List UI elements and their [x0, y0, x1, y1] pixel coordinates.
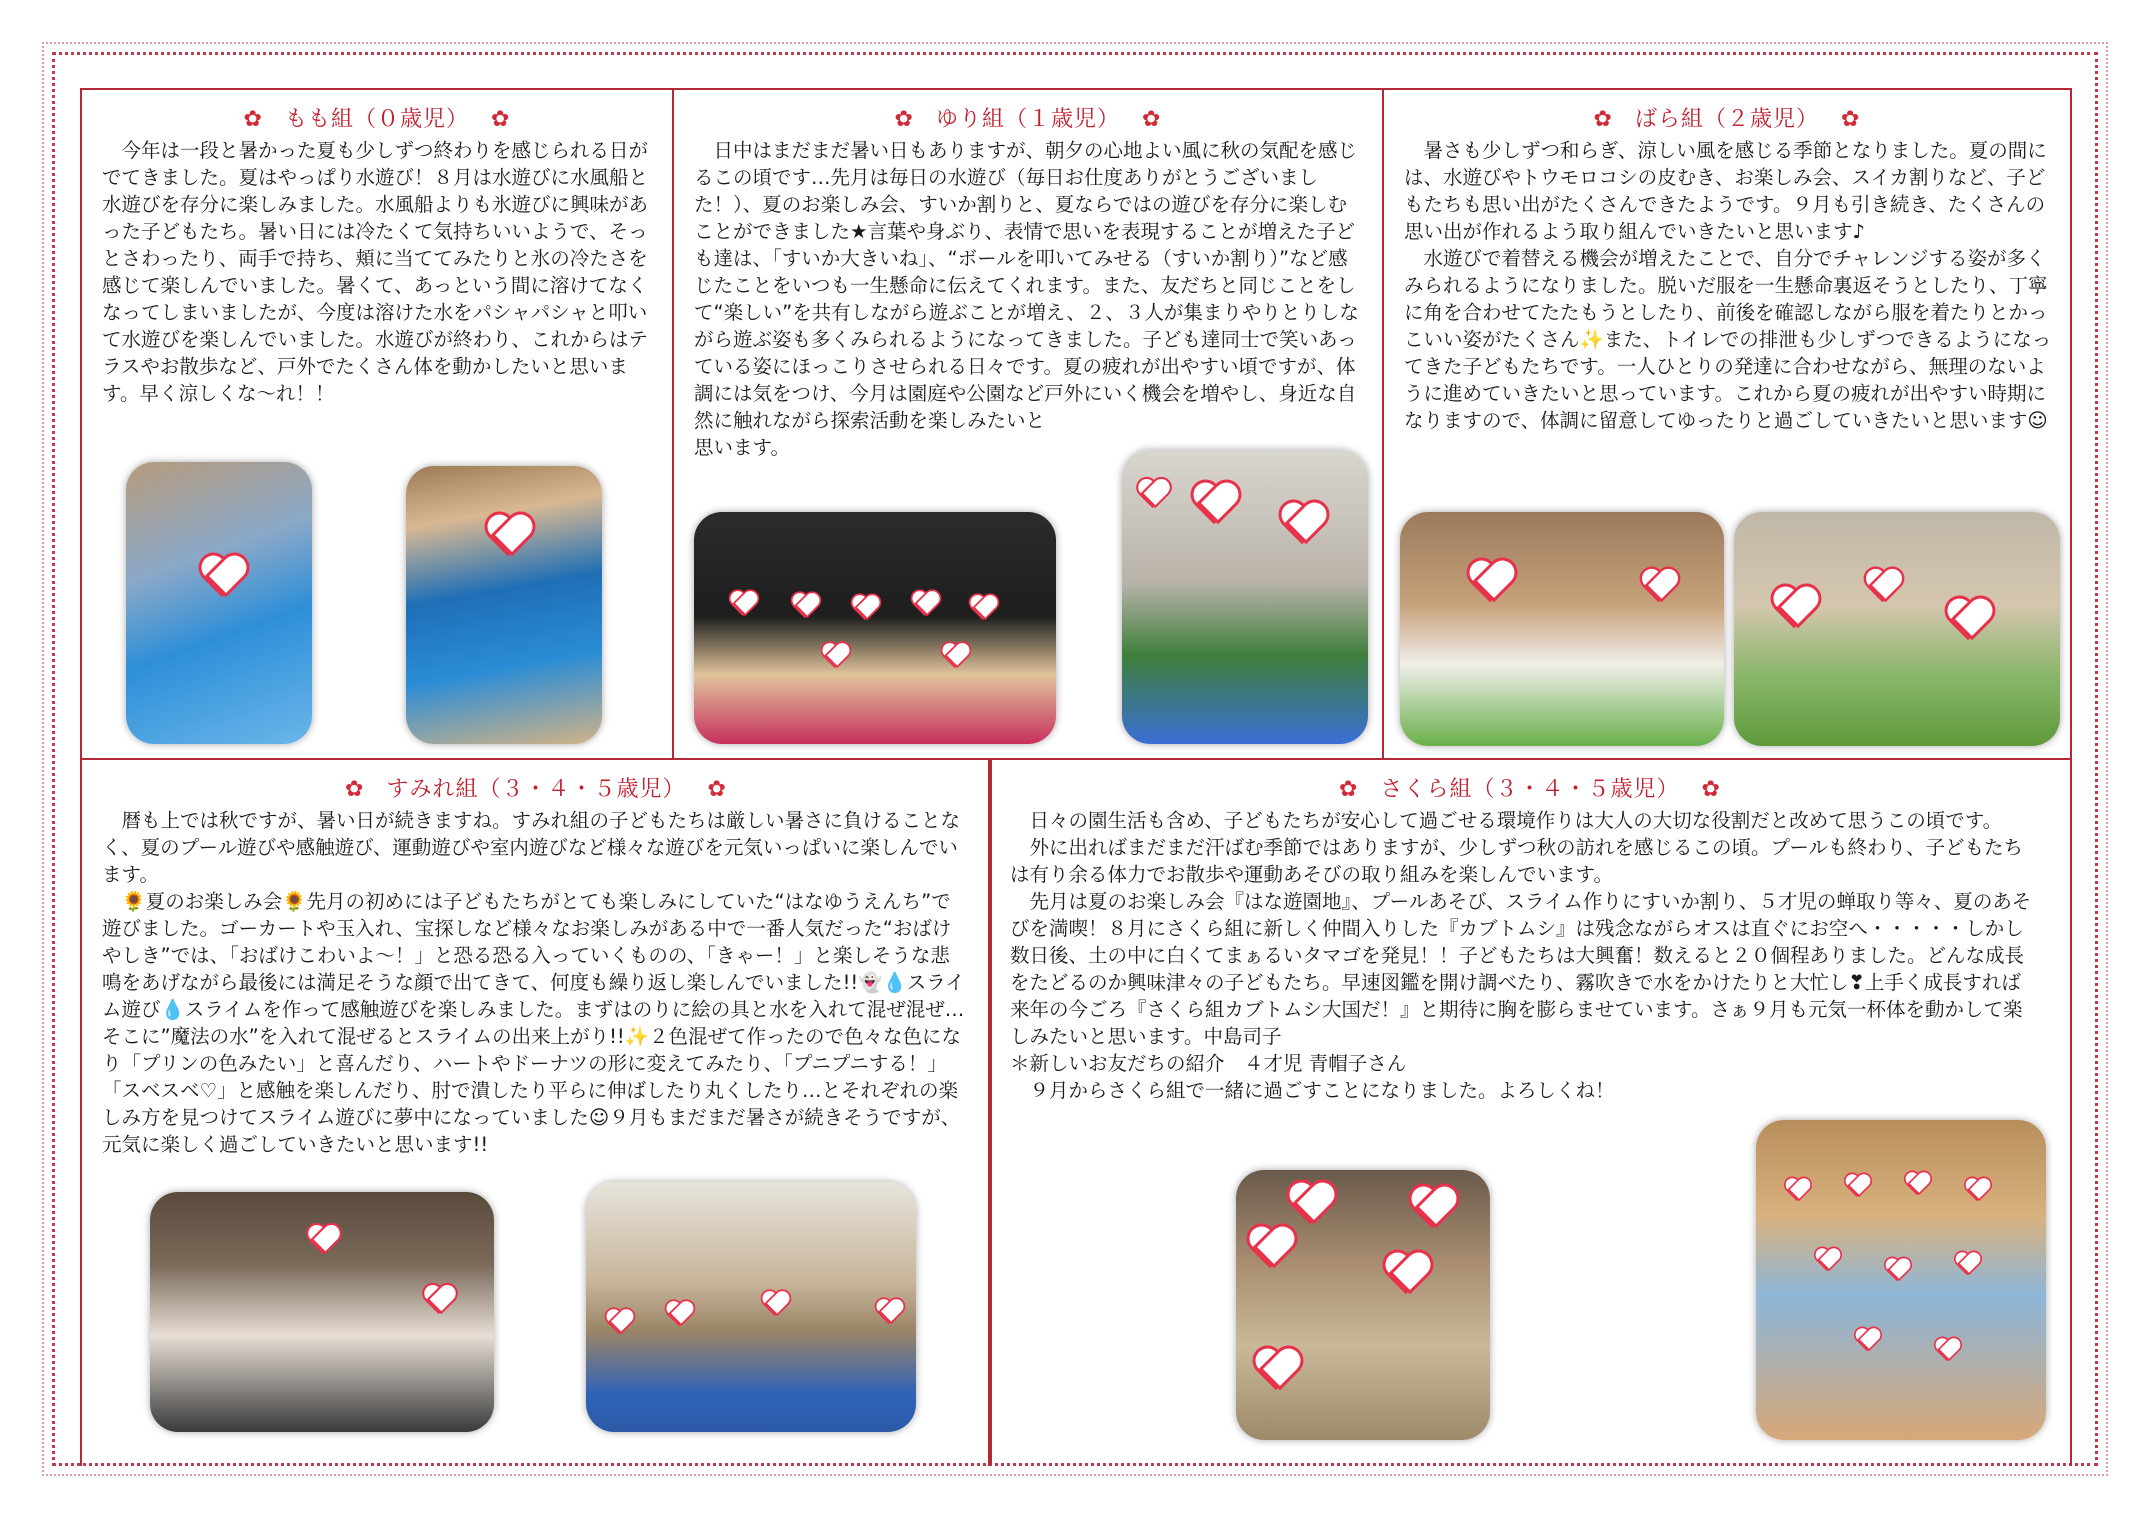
section-title: [990, 772, 2070, 803]
heart-icon: [667, 1302, 693, 1326]
section-momo: [80, 88, 674, 760]
heart-icon: [1386, 1254, 1430, 1294]
heart-icon: [1290, 1184, 1334, 1224]
heart-icon: [1906, 1173, 1930, 1195]
heart-icon: [1139, 480, 1170, 508]
heart-icon: [1412, 1188, 1456, 1228]
flower-icon: ✿: [1339, 777, 1359, 802]
photo-pool-1: [126, 462, 312, 744]
heart-icon: [1948, 600, 1992, 640]
heart-icon: [763, 1292, 789, 1316]
heart-icon: [823, 644, 849, 668]
heart-icon: [877, 1300, 903, 1324]
heart-icon: [1250, 1228, 1294, 1268]
photo-corn-husking: [1734, 512, 2060, 746]
heart-icon: [913, 592, 939, 616]
section-title: [674, 102, 1382, 133]
heart-icon: [1470, 562, 1514, 602]
flower-icon: ✿: [1701, 777, 1721, 802]
heart-icon: [1886, 1259, 1910, 1281]
section-title: [82, 772, 990, 803]
title-text: もも組（０歳児）: [284, 107, 469, 132]
flower-icon: ✿: [1142, 107, 1162, 132]
flower-icon: ✿: [243, 107, 263, 132]
section-sumire: [80, 758, 992, 1466]
section-title: [82, 102, 672, 133]
heart-icon: [793, 594, 819, 618]
section-bara: [1382, 88, 2072, 760]
heart-icon: [1642, 570, 1677, 602]
photo-children-sofa: [694, 512, 1056, 744]
heart-icon: [731, 592, 757, 616]
section-body: 日々の園生活も含め、子どもたちが安心して過ごせる環境作りは大人の大切な役割だと改めて思うこの頃です。 外に出ればまだまだ汗ばむ季節ではありますが、少しずつ秋の訪れを感じるこの頃。プールも終わり、子どもたちは有り余る体力でお散歩や運動あそびの取り組みを楽しんでいます。 先月は夏のお楽しみ会『はな遊園地』、プールあそび、スライム作りにすいか割り、５才児の蝉取り等々、夏のあそびを満喫！８月にさくら組に新しく仲間入りした『カブトムシ』は残念ながらオスは直ぐにお空へ・・・・・しかし数日後、土の中に白くてまぁるいタマゴを発見！！子どもたちは大興奮！数えると２０個程ありました。どんな成長をたどるのか興味津々の子どもたち。早速図鑑を開け調べたり、霧吹きで水をかけたりと大忙し❣上手く成長すれば来年の今ごろ『さくら組カブトムシ大国だ！』と期待に胸を膨らませています。さぁ９月も元気一杯体を動かして楽しみたいと思います。中島司子 ＊新しいお友だちの紹介 ４才児 青帽子さん ９月からさくら組で一緒に過ごすことになりました。よろしくね！: [1010, 809, 2032, 1102]
section-title: [1384, 102, 2070, 133]
section-body: 暑さも少しずつ和らぎ、涼しい風を感じる季節となりました。夏の間には、水遊びやトウモロコシの皮むき、お楽しみ会、スイカ割りなど、子どもたちも思い出がたくさんできたようです。９月も引き続き、たくさんの思い出が作れるよう取り組んでいきたいと思います♪ 水遊びで着替える機会が増えたことで、自分でチャレンジする姿が多くみられるようになりました。脱いだ服を一生懸命裏返そうとしたり、丁寧に角を合わせてたたもうとしたり、前後を確認しながら服を着たりとかっこいい姿がたくさん✨また、トイレでの排泄も少しずつできるようになってきた子どもたちです。一人ひとりの発達に合わせながら、無理のないように進めていきたいと思っています。これから夏の疲れが出やすい時期になりますので、体調に留意してゆったりと過ごしていきたいと思います☺: [1404, 139, 2052, 432]
section-body: 日中はまだまだ暑い日もありますが、朝夕の心地よい風に秋の気配を感じるこの頃です…先月は毎日の水遊び（毎日お仕度ありがとうございました！）、夏のお楽しみ会、すいか割りと、夏ならではの遊びを存分に楽しむことができました★言葉や身ぶり、表情で思いを表現することが増えた子ども達は、「すいか大きいね」、“ボールを叩いてみせる（すいか割り）”など感じたことをいつも一生懸命に伝えてくれます。また、友だちと同じことをして“楽しい”を共有しながら遊ぶことが増え、２、３人が集まりやりとりしながら遊ぶ姿も多くみられるようになってきました。子ども達同士で笑いあっている姿にほっこりさせられる日々です。夏の疲れが出やすい頃ですが、体調には気をつけ、今月は園庭や公園など戸外にいく機会を増やし、身近な自然に触れながら探索活動を楽しみたいと 思います。: [694, 139, 1359, 459]
heart-icon: [1936, 1339, 1960, 1361]
title-text: ばら組（２歳児）: [1634, 107, 1819, 132]
photo-slime-play: [150, 1192, 494, 1432]
section-sakura: [988, 758, 2072, 1466]
heart-icon: [853, 596, 879, 620]
heart-icon: [1786, 1179, 1810, 1201]
photo-pool-2: [406, 466, 602, 744]
section-body: 暦も上では秋ですが、暑い日が続きますね。すみれ組の子どもたちは厳しい暑さに負けることなく、夏のプール遊びや感触遊び、運動遊びや室内遊びなど様々な遊びを元気いっぱいに楽しんでいます。 🌻夏のお楽しみ会🌻先月の初めには子どもたちがとても楽しみにしていた“はなゆうえんち”で遊びました。ゴーカートや玉入れ、宝探しなど様々なお楽しみがある中で一番人気だった“おばけやしき”では、「おばけこわいよ～！」と恐る恐る入っていくものの、「きゃー！」と楽しそうな悲鳴をあげながら最後には満足そうな顔で出てきて、何度も繰り返し楽しんでいました!!👻💧スライム遊び💧スライムを作って感触遊びを楽しみました。まずはのりに絵の具と水を入れて混ぜ混ぜ…そこに”魔法の水”を入れて混ぜるとスライムの出来上がり!!✨２色混ぜて作ったので色々な色になり「プリンの色みたい」と喜んだり、ハートやドーナツの形に変えてみたり、「プニプニする！」「スベスベ♡」と感触を楽しんだり、肘で潰したり平らに伸ばしたり丸くしたり…とそれぞれの楽しみ方を見つけてスライム遊びに夢中になっていました☺９月もまだまだ暑さが続きそうですが、元気に楽しく過ごしていきたいと思います!!: [102, 809, 965, 1156]
heart-icon: [425, 1286, 456, 1314]
heart-icon: [309, 1226, 340, 1254]
photo-watermelon-split: [586, 1182, 916, 1432]
heart-icon: [1846, 1175, 1870, 1197]
heart-icon: [488, 516, 532, 556]
heart-icon: [943, 644, 969, 668]
photo-group: [1756, 1120, 2046, 1440]
section-body: 今年は一段と暑かった夏も少しずつ終わりを感じられる日がでてきました。夏はやっぱり水遊び！８月は水遊びに水風船と水遊びを存分に楽しみました。水風船よりも氷遊びに興味があった子どもたち。暑い日には冷たくて気持ちいいようで、そっとさわったり、両手で持ち、頬に当ててみたりと氷の冷たさを感じて楽しんでいました。暑くて、あっという間に溶けてなくなってしまいましたが、今度は溶けた水をパシャパシャと叩いて水遊びを楽しんでいました。水遊びが終わり、これからはテラスやお散歩など、戸外でたくさん体を動かしたいと思います。早く涼しくな～れ！！: [102, 139, 649, 405]
flower-icon: ✿: [1593, 107, 1613, 132]
heart-icon: [971, 596, 997, 620]
photo-watermelon: [1122, 450, 1368, 744]
flower-icon: ✿: [707, 777, 727, 802]
heart-icon: [1774, 588, 1818, 628]
photo-painting: [1400, 512, 1724, 746]
title-text: ゆり組（１歳児）: [935, 107, 1120, 132]
heart-icon: [1282, 504, 1326, 544]
flower-icon: ✿: [1841, 107, 1861, 132]
heart-icon: [607, 1310, 633, 1334]
flower-icon: ✿: [491, 107, 511, 132]
heart-icon: [1256, 1350, 1300, 1390]
heart-icon: [202, 557, 246, 597]
heart-icon: [1866, 570, 1901, 602]
title-text: さくら組（３・４・５歳児）: [1380, 777, 1680, 802]
title-text: すみれ組（３・４・５歳児）: [386, 777, 686, 802]
section-yuri: [672, 88, 1384, 760]
flower-icon: ✿: [894, 107, 914, 132]
heart-icon: [1194, 484, 1238, 524]
heart-icon: [1966, 1179, 1990, 1201]
flower-icon: ✿: [345, 777, 365, 802]
heart-icon: [1856, 1329, 1880, 1351]
heart-icon: [1956, 1253, 1980, 1275]
heart-icon: [1816, 1249, 1840, 1271]
photo-beetle-eggs: [1236, 1170, 1490, 1440]
